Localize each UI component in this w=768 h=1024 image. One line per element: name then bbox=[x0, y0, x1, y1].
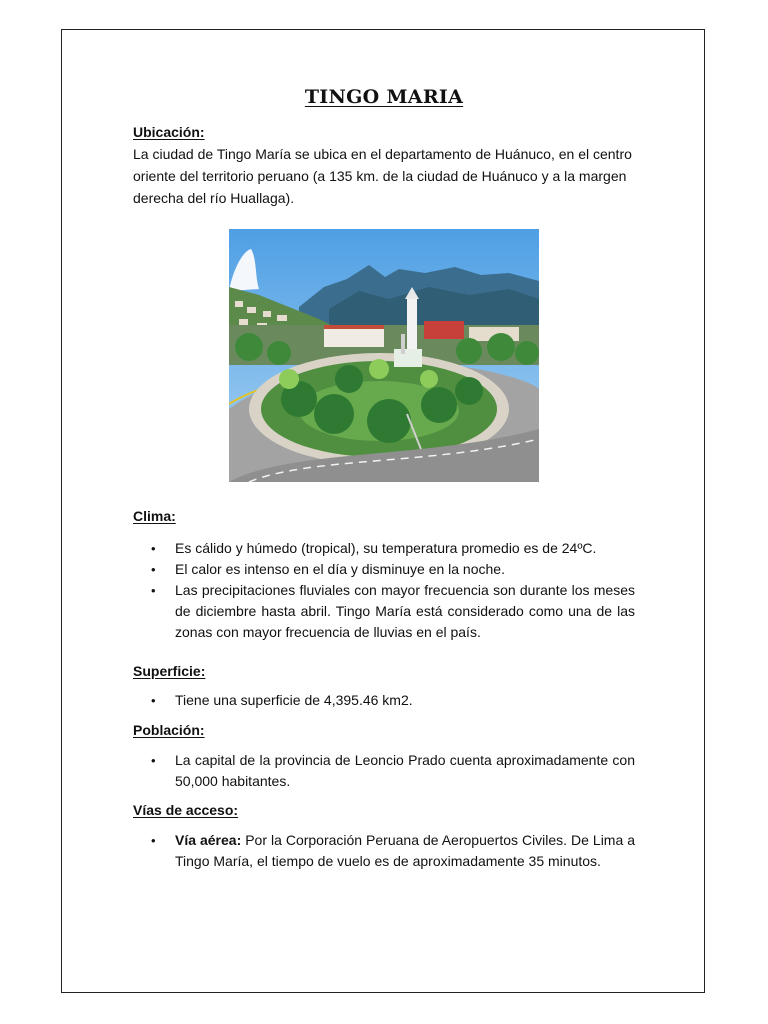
vias-heading: Vías de acceso: bbox=[133, 802, 239, 818]
list-item: • Es cálido y húmedo (tropical), su temperatura promedio es de 24ºC. bbox=[133, 538, 635, 559]
section-vias-de-acceso bbox=[133, 800, 635, 872]
poblacion-list bbox=[133, 750, 635, 792]
document-content bbox=[133, 86, 635, 872]
section-superficie bbox=[133, 661, 635, 711]
superficie-list bbox=[133, 690, 635, 711]
via-aerea-text: Por la Corporación Peruana de Aeropuertos Civiles. De Lima a Tingo María, el tiempo de vuelo es de aproximadamente 35 minutos. bbox=[175, 832, 636, 869]
section-ubicacion bbox=[133, 122, 635, 209]
via-aerea-label: Vía aérea: bbox=[175, 832, 242, 848]
clima-list bbox=[133, 538, 635, 643]
list-item: • El calor es intenso en el día y disminuye en la noche. bbox=[133, 559, 635, 580]
superficie-heading: Superficie: bbox=[133, 663, 206, 679]
list-item: • La capital de la provincia de Leoncio Prado cuenta aproximadamente con 50,000 habitantes. bbox=[133, 750, 635, 792]
list-item bbox=[133, 830, 635, 872]
document-title: TINGO MARIA bbox=[304, 86, 464, 108]
list-item: • Las precipitaciones fluviales con mayor frecuencia son durante los meses de diciembre hasta abril. Tingo María está considerado como una de las zonas con mayor frecuencia de lluvias en el país. bbox=[133, 580, 635, 643]
section-clima bbox=[133, 506, 635, 643]
tingo-maria-photo bbox=[229, 229, 539, 482]
section-poblacion bbox=[133, 720, 635, 792]
vias-list bbox=[133, 830, 635, 872]
list-item: • Tiene una superficie de 4,395.46 km2. bbox=[133, 690, 635, 711]
ubicacion-heading: Ubicación: bbox=[133, 124, 205, 140]
poblacion-heading: Población: bbox=[133, 722, 205, 738]
ubicacion-text: La ciudad de Tingo María se ubica en el departamento de Huánuco, en el centro oriente del territorio peruano (a 135 km. de la ciudad de Huánuco y a la margen derecha del río Huallaga). bbox=[133, 146, 632, 206]
clima-heading: Clima: bbox=[133, 508, 176, 524]
